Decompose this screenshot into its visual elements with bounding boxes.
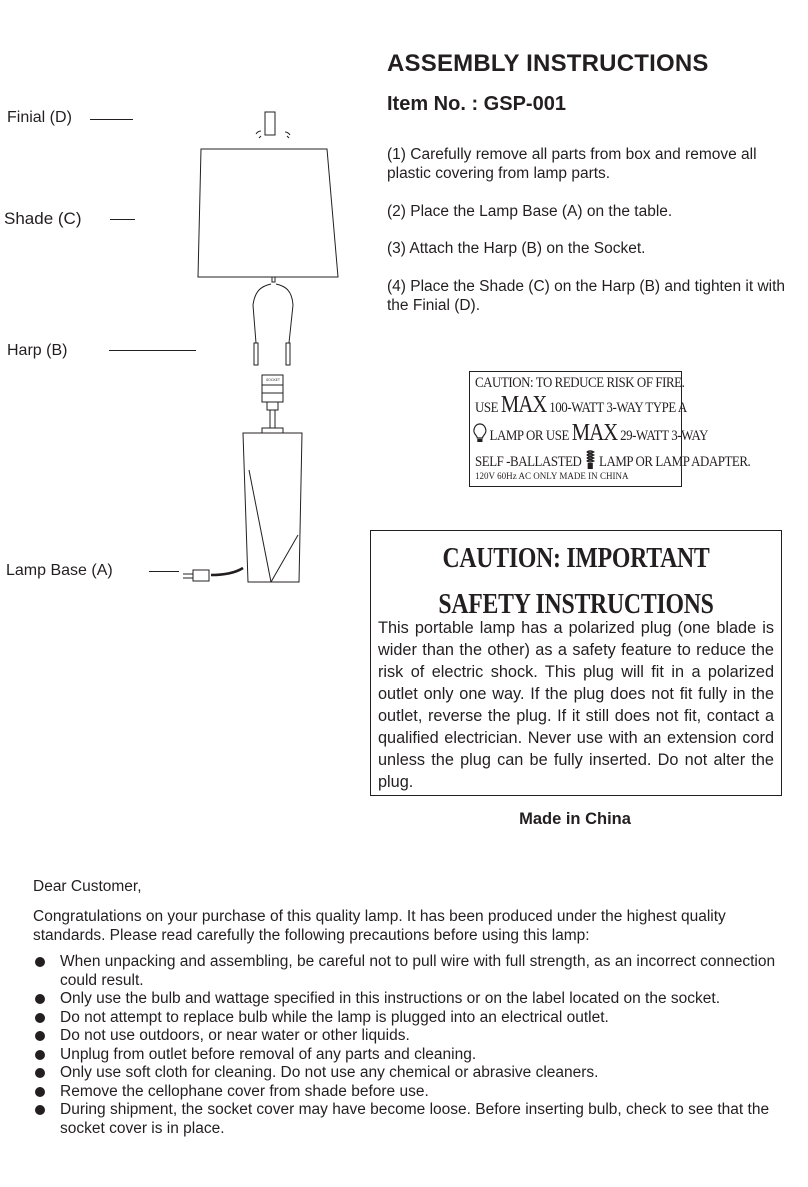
warning-line-2 <box>475 392 687 419</box>
step-3: (3) Attach the Harp (B) on the Socket. <box>387 240 646 257</box>
letter-intro: Congratulations on your purchase of this quality lamp. It has been produced under the highest quality standards. Please read carefully the following precautions before using this lamp: <box>33 908 726 944</box>
label-shade: Shade (C) <box>4 209 82 228</box>
label-harp: Harp (B) <box>7 342 68 359</box>
list-item: Remove the cellophane cover from shade before use. <box>33 1083 783 1102</box>
list-item: Do not attempt to replace bulb while the lamp is plugged into an electrical outlet. <box>33 1009 783 1028</box>
list-item: When unpacking and assembling, be careful not to pull wire with full strength, as an incorrect connection could result. <box>33 953 783 990</box>
warning-line-3 <box>473 420 708 447</box>
warning-line-4 <box>475 450 750 471</box>
caution-body: This portable lamp has a polarized plug (one blade is wider than the other) as a safety feature to reduce the risk of electric shock. This plug will fit in a polarized outlet only one way. If the plug does not fit fully in the outlet, reverse the plug. If it still does not fit, contact a qualified electrician. Never use with an extension cord unless the plug can be fully inserted. Do not alter the plug. <box>378 619 774 791</box>
step-2: (2) Place the Lamp Base (A) on the table. <box>387 203 673 220</box>
lamp-base-drawing <box>243 428 302 582</box>
item-number: Item No. : GSP-001 <box>387 93 566 115</box>
warning-line-4-suffix: LAMP OR LAMP ADAPTER. <box>599 454 751 470</box>
warning-line-3-prefix: LAMP OR USE <box>489 428 569 444</box>
precautions-list <box>33 953 783 1138</box>
bulb-warning-label <box>469 371 751 487</box>
step-1: (1) Carefully remove all parts from box and remove all plastic covering from lamp parts. <box>387 146 757 182</box>
lamp-exploded-diagram <box>175 105 370 605</box>
made-in-label: Made in China <box>519 810 631 828</box>
warning-line-2-suffix: 100-WATT 3-WAY TYPE A <box>549 400 687 416</box>
warning-line-5: 120V 60Hz AC ONLY MADE IN CHINA <box>475 472 629 482</box>
document-title: ASSEMBLY INSTRUCTIONS <box>387 50 709 77</box>
incandescent-bulb-icon <box>473 423 487 443</box>
cfl-bulb-icon <box>584 450 596 470</box>
warning-line-3-suffix: 29-WATT 3-WAY <box>620 428 709 444</box>
label-lamp-base: Lamp Base (A) <box>6 562 113 579</box>
socket-tiny-text: SOCKET <box>265 378 281 382</box>
socket-drawing <box>262 375 283 428</box>
list-item: Only use soft cloth for cleaning. Do not use any chemical or abrasive cleaners. <box>33 1064 783 1083</box>
warning-line-2-prefix: USE <box>475 400 499 416</box>
warning-max-2: MAX <box>571 420 618 446</box>
letter-greeting: Dear Customer, <box>33 878 142 895</box>
warning-max-1: MAX <box>500 392 547 418</box>
warning-line-4-prefix: SELF -BALLASTED <box>475 454 582 470</box>
list-item: Unplug from outlet before removal of any parts and cleaning. <box>33 1046 783 1065</box>
leader-finial <box>90 119 133 120</box>
list-item: During shipment, the socket cover may have become loose. Before inserting bulb, check to see that the socket cover is in place. <box>33 1101 783 1138</box>
step-4: (4) Place the Shade (C) on the Harp (B) and tighten it with the Finial (D). <box>387 278 786 314</box>
leader-shade <box>110 219 135 220</box>
list-item: Do not use outdoors, or near water or other liquids. <box>33 1027 783 1046</box>
finial-drawing <box>256 112 290 138</box>
power-cord-drawing <box>183 568 243 581</box>
warning-line-1: CAUTION: TO REDUCE RISK OF FIRE. <box>475 375 685 391</box>
label-finial: Finial (D) <box>7 109 72 126</box>
harp-drawing <box>253 277 293 365</box>
caution-title: CAUTION: IMPORTANT SAFETY INSTRUCTIONS <box>438 542 714 620</box>
list-item: Only use the bulb and wattage specified in this instructions or on the label located on the socket. <box>33 990 783 1009</box>
safety-caution-box <box>370 530 782 796</box>
shade-drawing <box>198 149 338 277</box>
